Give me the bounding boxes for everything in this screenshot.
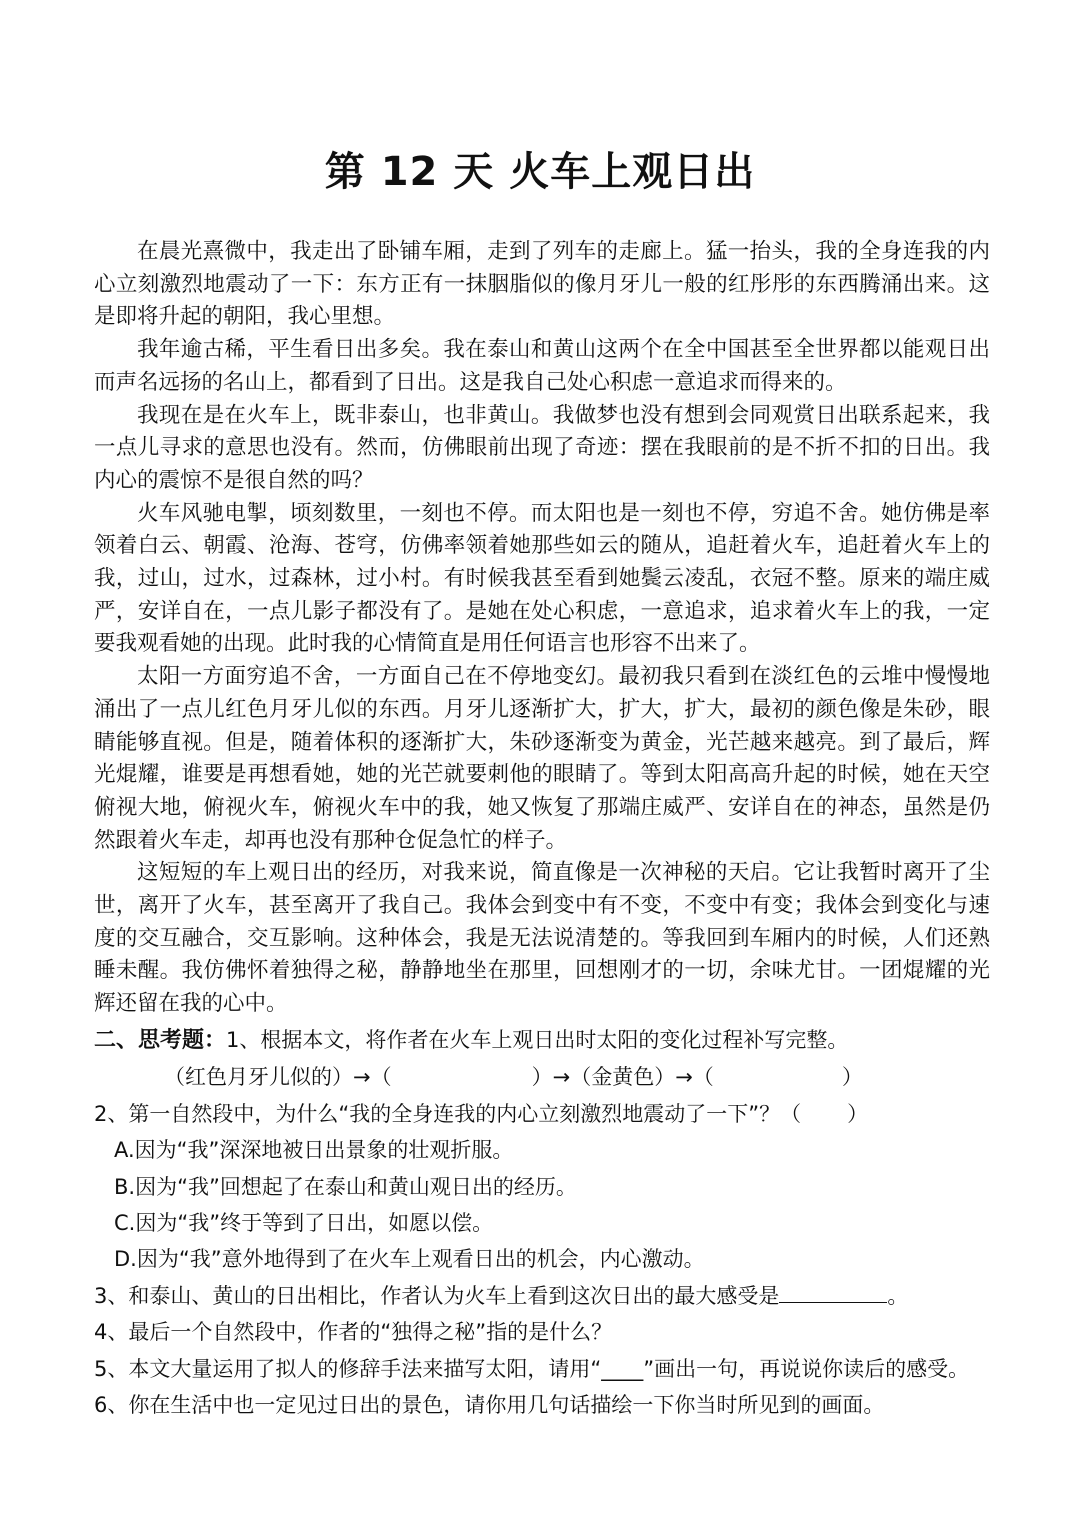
paragraph-4: 火车风驰电掣，顷刻数里，一刻也不停。而太阳也是一刻也不停，穷追不舍。她仿佛是率领着白云、朝霞、沧海、苍穹，仿佛率领着她那些如云的随从，追赶着火车，追赶着火车上的我，过山，过水，过森林，过小村。有时候我甚至看到她鬓云凌乱，衣冠不整。原来的端庄威严，安详自在，一点儿影子都没有了。是她在处心积虑，一意追求，追求着火车上的我，一定要我观看她的出现。此时我的心情简直是用任何语言也形容不出来了。 [94, 500, 990, 657]
paragraph-6: 这短短的车上观日出的经历，对我来说，简直像是一次神秘的天启。它让我暂时离开了尘世，离开了火车，甚至离开了我自己。我体会到变中有不变，不变中有变；我体会到变化与速度的交互融合，交互影响。这种体会，我是无法说清楚的。等我回到车厢内的时候，人们还熟睡未醒。我仿佛怀着独得之秘，静静地坐在那里，回想刚才的一切，余味尤甘。一团焜耀的光辉还留在我的心中。 [94, 860, 990, 1017]
question-2-end: ） [847, 1101, 869, 1126]
option-a: A.因为“我”深深地被日出景象的壮观折服。 [114, 1138, 514, 1163]
question-3 [94, 1278, 994, 1314]
option-c: C.因为“我”终于等到了日出，如愿以偿。 [114, 1211, 494, 1236]
page-title: 第 12 天 火车上观日出 [324, 149, 756, 195]
flow-part-a: （红色月牙儿似的）→（ [164, 1065, 392, 1090]
paragraph-1: 在晨光熹微中，我走出了卧铺车厢，走到了列车的走廊上。猛一抬头，我的全身连我的内心立刻激烈地震动了一下：东方正有一抹胭脂似的像月牙儿一般的红彤彤的东西腾涌出来。这是即将升起的朝阳，我心里想。 [94, 239, 990, 330]
question-1-text: 1、根据本文，将作者在火车上观日出时太阳的变化过程补写完整。 [226, 1028, 849, 1052]
question-5: 5、本文大量运用了拟人的修辞手法来描写太阳，请用“____”画出一句，再说说你读后的感受。 [94, 1356, 970, 1381]
flow-part-b: ）→（金黄色）→（ [531, 1065, 714, 1090]
option-b: B.因为“我”回想起了在泰山和黄山观日出的经历。 [114, 1174, 577, 1199]
paragraph-5: 太阳一方面穷追不舍，一方面自己在不停地变幻。最初我只看到在淡红色的云堆中慢慢地涌出了一点儿红色月牙儿似的东西。月牙儿逐渐扩大，扩大，扩大，最初的颜色像是朱砂，眼睛能够直视。但是，随着体积的逐渐扩大，朱砂逐渐变为黄金，光芒越来越亮。到了最后，辉光焜耀，谁要是再想看她，她的光芒就要刺他的眼睛了。等到太阳高高升起的时候，她在天空俯视大地，俯视火车，俯视火车中的我，她又恢复了那端庄威严、安详自在的神态，虽然是仍然跟着火车走，却再也没有那种仓促急忙的样子。 [94, 664, 990, 853]
paragraph-2: 我年逾古稀，平生看日出多矣。我在泰山和黄山这两个在全中国甚至全世界都以能观日出而声名远扬的名山上，都看到了日出。这是我自己处心积虑一意追求而得来的。 [94, 337, 990, 395]
answer-line-q3[interactable] [779, 1282, 887, 1303]
question-1 [94, 1022, 994, 1059]
questions-section [94, 1022, 994, 1423]
flow-part-c: ） [841, 1065, 863, 1090]
question-6: 6、你在生活中也一定见过日出的景色，请你用几句话描绘一下你当时所见到的画面。 [94, 1393, 885, 1418]
paragraph-3: 我现在是在火车上，既非泰山，也非黄山。我做梦也没有想到会同观赏日出联系起来，我一点儿寻求的意思也没有。然而，仿佛眼前出现了奇迹：摆在我眼前的是不折不扣的日出。我内心的震惊不是很自然的吗？ [94, 402, 990, 493]
article-body [94, 236, 990, 1021]
question-2-text: 2、第一自然段中，为什么“我的全身连我的内心立刻激烈地震动了一下”？（ [94, 1101, 802, 1126]
question-4: 4、最后一个自然段中，作者的“独得之秘”指的是什么？ [94, 1320, 613, 1345]
option-d: D.因为“我”意外地得到了在火车上观看日出的机会，内心激动。 [114, 1247, 705, 1272]
question-3-text: 3、和泰山、黄山的日出相比，作者认为火车上看到这次日出的最大感受是 [94, 1283, 780, 1308]
question-3-end: 。 [887, 1283, 909, 1308]
question-2 [94, 1096, 994, 1132]
question-1-flow [94, 1059, 994, 1095]
questions-heading: 二、思考题： [94, 1028, 227, 1053]
